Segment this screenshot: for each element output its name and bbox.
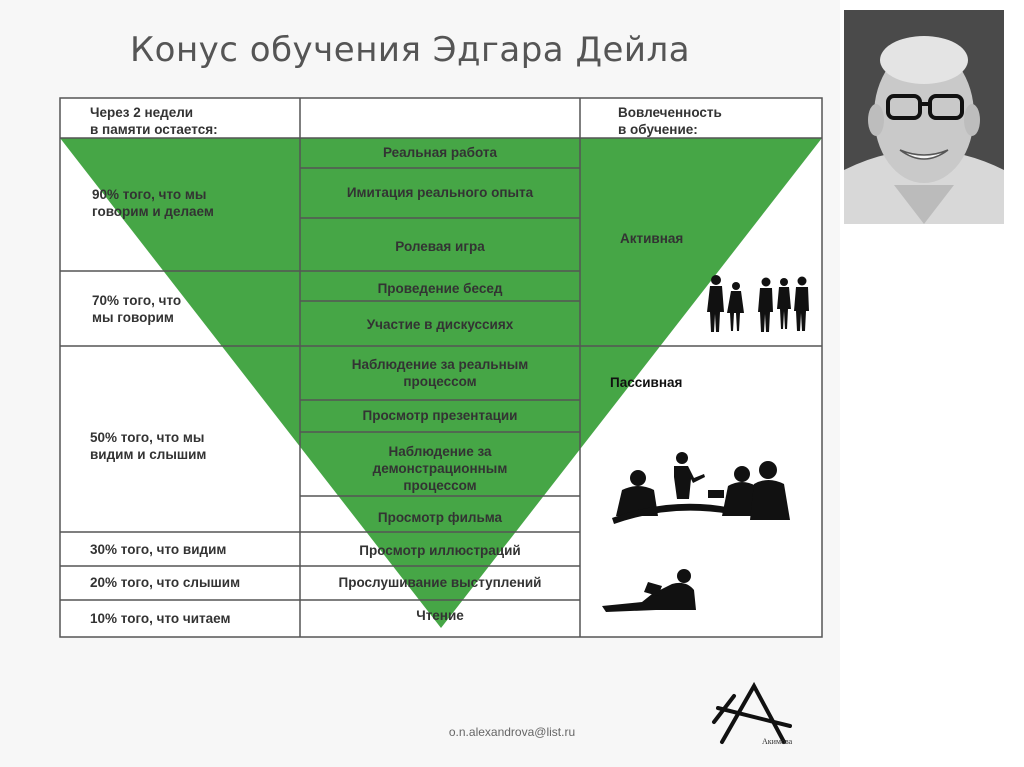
logo-text: Акимова — [762, 737, 793, 746]
involvement-active: Активная — [620, 231, 684, 246]
method-observe-real-process: Наблюдение за реальным процессом — [351, 357, 529, 389]
retention-20: 20% того, что слышим — [90, 575, 241, 590]
retention-30: 30% того, что видим — [90, 542, 227, 557]
method-role-play: Ролевая игра — [395, 239, 485, 254]
page-title: Конус обучения Эдгара Дейла — [130, 30, 691, 70]
header-involvement: Вовлеченность в обучение: — [618, 105, 722, 137]
method-film: Просмотр фильма — [377, 510, 503, 525]
edgar-dale-portrait — [844, 10, 1004, 224]
author-email: o.n.alexandrova@list.ru — [448, 725, 576, 739]
method-reading: Чтение — [416, 608, 464, 623]
method-conversations: Проведение бесед — [377, 281, 503, 296]
involvement-passive: Пассивная — [610, 375, 683, 390]
header-retention: Через 2 недели в памяти остается: — [90, 105, 218, 137]
method-demonstration: Наблюдение за демонстрационным процессом — [372, 444, 508, 493]
retention-90: 90% того, что мы говорим и делаем — [92, 187, 214, 219]
method-simulation: Имитация реального опыта — [346, 185, 534, 200]
retention-10: 10% того, что читаем — [90, 611, 231, 626]
method-real-work: Реальная работа — [383, 145, 497, 160]
people-talking-icon — [704, 272, 816, 334]
reading-person-icon — [600, 566, 704, 616]
method-illustrations: Просмотр иллюстраций — [359, 543, 521, 558]
retention-50: 50% того, что мы видим и слышим — [90, 430, 207, 462]
meeting-icon — [608, 448, 794, 524]
akimova-logo — [700, 678, 820, 750]
method-lectures: Прослушивание выступлений — [338, 575, 542, 590]
method-presentation: Просмотр презентации — [362, 408, 518, 423]
method-discussions: Участие в дискуссиях — [366, 317, 514, 332]
retention-70: 70% того, что мы говорим — [92, 293, 182, 325]
